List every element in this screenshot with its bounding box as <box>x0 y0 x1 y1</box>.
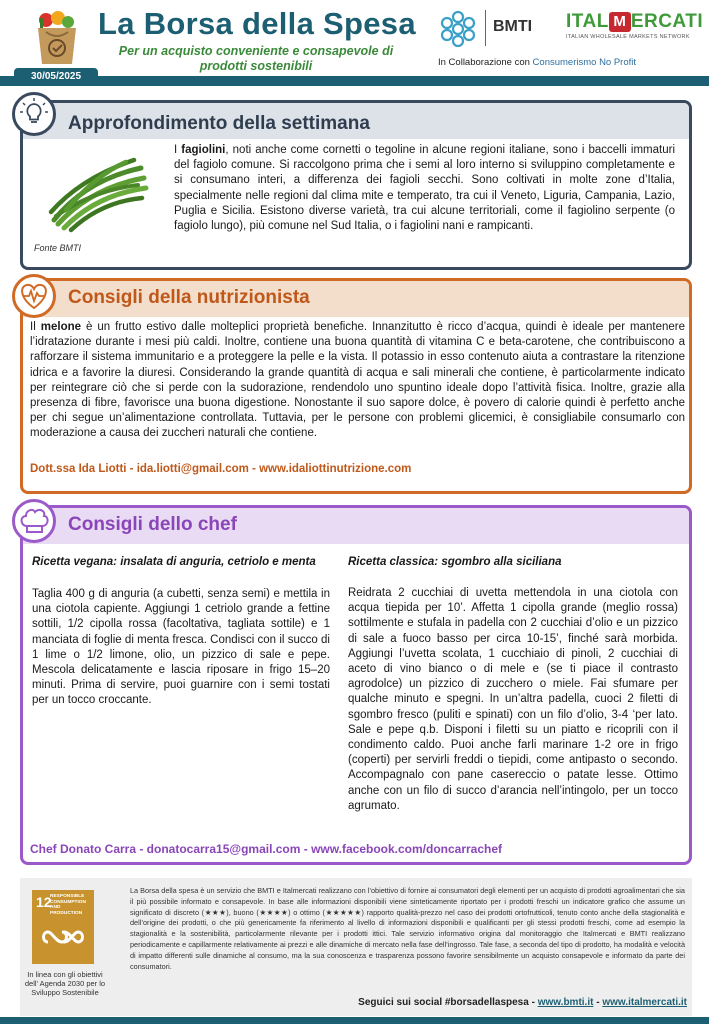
chef-title: Consigli dello chef <box>68 514 237 535</box>
sdg-label: RESPONSIBLE CONSUMPTION AND PRODUCTION <box>50 894 86 916</box>
heart-pulse-icon <box>12 274 56 318</box>
bmti-logo-icon <box>437 8 479 50</box>
lightbulb-icon <box>12 92 56 136</box>
bottom-band <box>0 1017 709 1024</box>
social-links: Seguici sui social #borsadellaspesa - www.bmti.it - www.italmercati.it <box>358 997 687 1008</box>
italmercati-link[interactable]: www.italmercati.it <box>602 997 687 1008</box>
bmti-link[interactable]: www.bmti.it <box>537 997 594 1008</box>
approfondimento-text: I fagiolini, noti anche come cornetti o tegoline in alcune regioni italiane, sono i baccelli immaturi del fagiolo comune. Si raccolgono prima che i semi al loro interno si sviluppino completamente e si consumano interi, a differenza dei fagioli secchi. Sono coltivati in molte zone d’Italia, specialmente nelle regioni dal clima mite e temperato, tra cui il Veneto, Liguria, Campania, Lazio, Puglia e Sicilia. Esistono diverse varietà, tra cui alcune territoriali, come il fagiolino serpente (o fagiolo lungo), più comune nel Sud Italia, o i fagiolini nani e rampicanti. <box>174 144 675 233</box>
collaboration-note: In Collaborazione con Consumerismo No Profit <box>438 57 637 68</box>
italmercati-tagline: ITALIAN WHOLESALE MARKETS NETWORK <box>566 34 690 40</box>
recipe-vegan-title: Ricetta vegana: insalata di anguria, cetriolo e menta <box>32 556 316 568</box>
green-beans-image <box>46 150 151 235</box>
chef-hat-icon <box>12 499 56 543</box>
bmti-logo-text: BMTI <box>493 18 533 35</box>
sdg-number: 12 <box>36 894 52 910</box>
logo-divider <box>485 10 486 46</box>
nutrizionista-text: Il melone è un frutto estivo dalle molteplici proprietà benefiche. Innanzitutto è ricco d’acqua, quindi è ideale per mantenere l’idratazione durante i mesi più caldi. Inoltre, contiene una buona quantità di vitamina C e beta-carotene, che contribuiscono a rafforzare il sistema immunitario e a proteggere la pelle e la vista. Il potassio in esso contenuto aiuta a contrastare la ritenzione idrica e a favorire la diuresi. Considerando la grande quantità di acqua e sali minerali che contiene, è particolarmente indicato per reintegrare ciò che si perde con la sudorazione, rendendolo uno spuntino ideale dopo l’attività fisica. Inoltre, grazie alla presenza di fibre, favorisce una buona digestione. Nonostante il suo sapore dolce, è povero di calorie quindi è perfetto anche per chi segue un’alimentazione controllata. Tuttavia, per le persone con problemi glicemici, è consigliabile consumarlo con moderazione a causa dei zuccheri naturali che contiene. <box>30 321 685 440</box>
approfondimento-title: Approfondimento della settimana <box>68 113 370 134</box>
italmercati-logo: ITAL M ERCATI <box>566 11 704 32</box>
page-subtitle: Per un acquisto conveniente e consapevole di prodotti sostenibili <box>118 44 394 73</box>
issue-date: 30/05/2025 <box>14 68 98 85</box>
nutrizionista-signature[interactable]: Dott.ssa Ida Liotti - ida.liotti@gmail.com - www.idaliottinutrizione.com <box>30 463 412 475</box>
recipe-classic-text: Reidrata 2 cucchiai di uvetta mettendola in una ciotola con acqua tiepida per 10’. Affetta 1 cipolla grande (meglio rossa) sottilmente e stufala in padella con 2 cucchiai d’olio e un pizzico di sale a fuoco basso per circa 10-15’, finché sarà morbida. Aggiungi l’uvetta scolata, 1 cucchiaio di pinoli, 2 cucchiai di aceto di vino bianco o di mele e (se ti piace il contrasto agrodolce) un pizzico di zucchero o miele. Fai sfumare per qualche minuto e spegni. In un’altra padella, cuoci 2 filetti di sgombro fresco (puliti e spinati) con un filo d’olio, 3-4 ‘per lato. Sale e pepe q.b. Disponi i filetti su un piatto e ricoprili con il condimento caldo. Puoi anche farli marinare 1-2 ore in frigo (coperti) per servirli freddi o tiepidi, come antipasto o secondo. Accompagnalo con pane casereccio o patate lesse. Ottimo anche con un filo di succo d’arancia nell’intingolo, per un tocco agrumato. <box>348 587 678 812</box>
page-title: La Borsa della Spesa <box>98 6 416 41</box>
footer-disclaimer: La Borsa della spesa è un servizio che BMTI e Italmercati realizzano con l’obiettivo di fornire ai consumatori degli elementi per un acquisto di prodotti agroalimentari che sia il più possibile informato e consapevole. In base alle informazioni disponibili viene sinteticamente riportato per i prodotti freschi un indicatore grafico che assume un significato di discreto (★★★), buono (★★★★) o ottimo (★★★★★) rapporto qualità-prezzo nel caso dei prodotti ortofrutticoli, tenuto conto anche della stagionalità e dell’origine dei prodotti, o che più genericamente fa riferimento al livello di informazioni disponibili e qualificanti per gli stessi prodotti freschi, come ad esempio la stagionalità e la sostenibilità, particolarmente rilevante per i prodotti ittici. Tale servizio informativo origina dal monitoraggio che Italmercati e BMTI realizzano periodicamente e capillarmente relativamente ai prezzi e alle dinamiche di mercato nella fase dell’ingrosso. Tale fase, a seconda del tipo di prodotto, ha modalità e velocità di impatto differenti sulle dinamiche al consumo, ma la sua conoscenza e trasparenza possono favorire sensibilmente un acquisto consapevole e informato da parte dei consumatori. <box>130 886 685 971</box>
chef-signature[interactable]: Chef Donato Carra - donatocarra15@gmail.com - www.facebook.com/doncarrachef <box>30 842 503 856</box>
borsa-spesa-logo <box>32 10 82 66</box>
header-band <box>0 76 709 86</box>
nutrizionista-title: Consigli della nutrizionista <box>68 287 310 308</box>
image-caption: Fonte BMTI <box>34 243 82 253</box>
recipe-classic-title: Ricetta classica: sgombro alla siciliana <box>348 556 562 568</box>
sdg-note: In linea con gli obiettivi dell’ Agenda 2030 per lo Sviluppo Sostenibile <box>24 970 106 997</box>
recipe-vegan-text: Taglia 400 g di anguria (a cubetti, senza semi) e mettila in una ciotola capiente. Aggiungi 1 cetriolo grande a fettine sottili, 1/2 cipolla rossa (facoltativa, tagliata sottile) e 1 manciata di foglie di menta fresca. Condisci con il succo di 1 lime o 1/2 limone, olio, un pizzico di sale e pepe. Mescola delicatamente e lascia riposare in frigo 15–20 minuti. Prima di servire, puoi guarnire con i semi tostati per un tocco croccante. <box>32 588 330 707</box>
